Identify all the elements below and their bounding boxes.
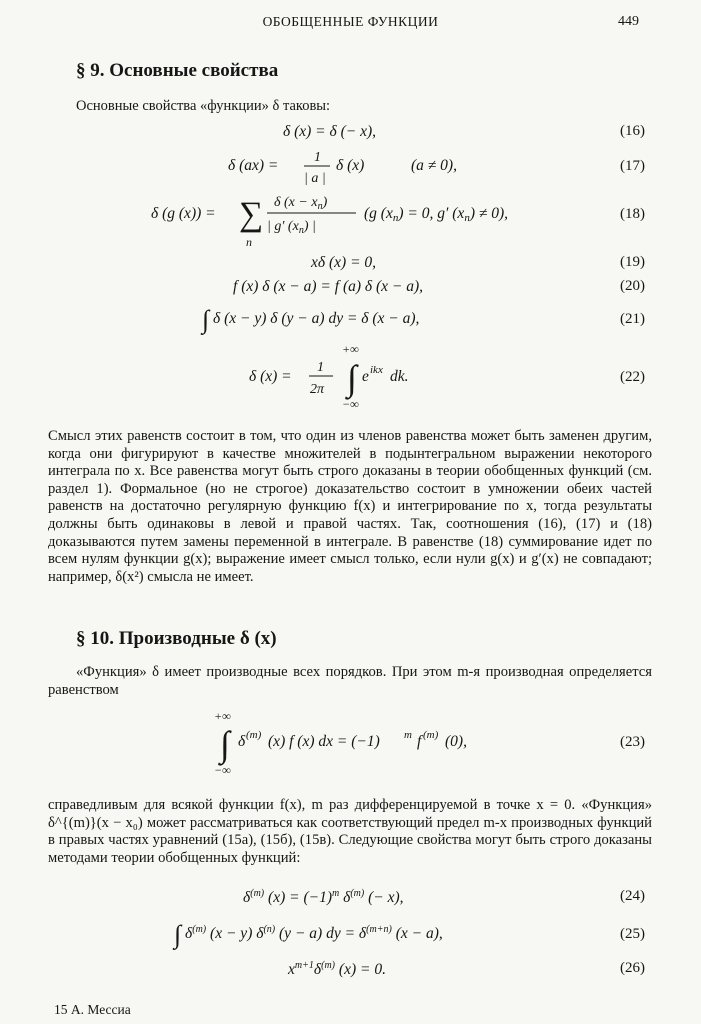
svg-text:δ (x): δ (x) [336, 157, 365, 174]
svg-text:e: e [362, 368, 369, 385]
svg-text:1: 1 [314, 150, 321, 165]
svg-text:−∞: −∞ [342, 397, 359, 411]
svg-text:+∞: +∞ [214, 709, 231, 723]
svg-text:2π: 2π [310, 382, 325, 397]
section-9-title: § 9. Основные свойства [76, 60, 279, 81]
svg-text:(0),: (0), [445, 733, 467, 750]
equation-18-body [151, 192, 571, 255]
equation-18-formula [151, 192, 571, 250]
equation-22-body [249, 341, 449, 416]
page-number: 449 [618, 14, 639, 29]
equation-16 [0, 123, 701, 145]
section-10-title: § 10. Производные δ (x) [76, 628, 277, 649]
equation-21 [0, 305, 701, 335]
svg-text:δ (ax) =: δ (ax) = [228, 157, 279, 174]
equation-19-body: xδ (x) = 0, [311, 254, 377, 271]
equation-23 [0, 708, 701, 778]
svg-text:+∞: +∞ [342, 342, 359, 356]
equation-25-body: ∫ $\delta^{(m)}$ (x − y) $\delta^{(n)}$ (y − a) dy = $\delta^{(m+n)}$ (x − a), [174, 920, 443, 949]
equation-17-body [228, 148, 488, 193]
equation-number: (17) [620, 158, 645, 174]
equation-21-body: ∫ δ (x − y) δ (y − a) dy = δ (x − a), [202, 305, 420, 334]
svg-text:δ: δ [238, 733, 246, 750]
svg-text:| g′ (xn) |: | g′ $(x_n)$ | [267, 219, 316, 236]
equation-20 [0, 278, 701, 300]
equation-number: (25) [620, 926, 645, 942]
svg-text:(x) f (x) dx = (−1): (x) f (x) dx = (−1) [268, 733, 380, 750]
svg-text:dk.: dk. [390, 368, 409, 385]
equation-number: (19) [620, 254, 645, 270]
equation-23-body [214, 708, 514, 783]
svg-text:∫: ∫ [220, 724, 230, 764]
equation-26 [0, 960, 701, 984]
svg-text:1: 1 [317, 360, 324, 375]
running-title: ОБОБЩЕННЫЕ ФУНКЦИИ [262, 14, 439, 29]
equation-26-body: $x^{m+1}\delta^{(m)}$ (x) = 0. [288, 960, 386, 979]
equation-22 [0, 341, 701, 411]
equation-number: (16) [620, 123, 645, 139]
svg-text:−∞: −∞ [214, 763, 231, 777]
section-9-intro: Основные свойства «функции» δ таковы: [76, 98, 331, 114]
equation-24 [0, 888, 701, 912]
equation-20-body: f (x) δ (x − a) = f (a) δ (x − a), [233, 278, 424, 295]
equation-number: (20) [620, 278, 645, 294]
equation-number: (22) [620, 369, 645, 385]
svg-text:δ (x) =: δ (x) = [249, 368, 292, 385]
section-10-paragraph: справедливым для всякой функции f(x), m раз дифференцируемой в точке x = 0. «Функция» δ^{(m)}(x − x₀) может рассматриваться как соответствующий предел m-х производных функций в правых частях уравнений (15а), (15б), (15в). Следующие свойства могут быть строго доказаны методами теории обобщенных функций: [48, 797, 652, 866]
equation-25 [0, 920, 701, 950]
equation-23-formula [214, 708, 514, 778]
signature-mark: 15 А. Мессиа [54, 1002, 131, 1017]
equation-18 [0, 192, 701, 250]
equation-22-formula [249, 341, 449, 411]
equation-number: (23) [620, 734, 645, 750]
section-9-paragraph: Смысл этих равенств состоит в том, что один из членов равенства может быть заменен другим, когда они фигурируют в качестве множителей в подынтегральном выражении некоторого интеграла по x. Все равенства могут быть строго доказаны в теории обобщенных функций (см. раздел 1). Формальное (но не строгое) доказательство состоит в умножении обеих частей равенств на достаточно регулярную функцию f(x) и интегрирование по x, тогда результаты должны быть одинаковы в левой и правой частях. Так, соотношения (16), (17) и (18) доказываются путем замены переменной в интеграле. В равенстве (18) суммирование идет по всем нулям функции g(x); выражение имеет смысл только, если нули g(x) и g′(x) не совпадают; например, δ(x²) смысла не имеет. [48, 428, 652, 585]
equation-number: (21) [620, 311, 645, 327]
svg-text:m: m [404, 729, 412, 741]
equation-number: (24) [620, 888, 645, 904]
svg-text:∑: ∑ [239, 196, 264, 233]
section-10-intro: «Функция» δ имеет производные всех порядков. При этом m-я производная определяется равенством [48, 664, 652, 698]
svg-text:∫: ∫ [347, 358, 357, 398]
svg-text:ikx: ikx [370, 364, 383, 376]
svg-text:δ (g (x)) =: δ (g (x)) = [151, 205, 216, 222]
svg-text:f: f [417, 733, 422, 750]
equation-17-formula [228, 148, 488, 188]
svg-text:(a ≠ 0),: (a ≠ 0), [411, 157, 457, 174]
equation-number: (26) [620, 960, 645, 976]
svg-text:(m): (m) [246, 729, 262, 741]
equation-24-body: $\delta^{(m)}$ $(x) = (-1)^m$ $\delta^{(m)}$ (− x), [243, 888, 404, 907]
svg-text:(m): (m) [423, 729, 439, 741]
svg-text:δ (x − xn): δ $(x - x_n)$ [274, 195, 328, 212]
equation-17 [0, 148, 701, 188]
equation-19 [0, 254, 701, 276]
svg-text:n: n [246, 235, 252, 249]
equation-16-body: δ (x) = δ (− x), [283, 123, 377, 140]
svg-text:(g (xn) = 0, g′ (xn) ≠ 0),: (g (xn) = 0, g′ (xn) ≠ 0), [364, 205, 509, 224]
page-header [0, 14, 701, 34]
svg-text:| a |: | a | [304, 171, 326, 186]
equation-number: (18) [620, 206, 645, 222]
